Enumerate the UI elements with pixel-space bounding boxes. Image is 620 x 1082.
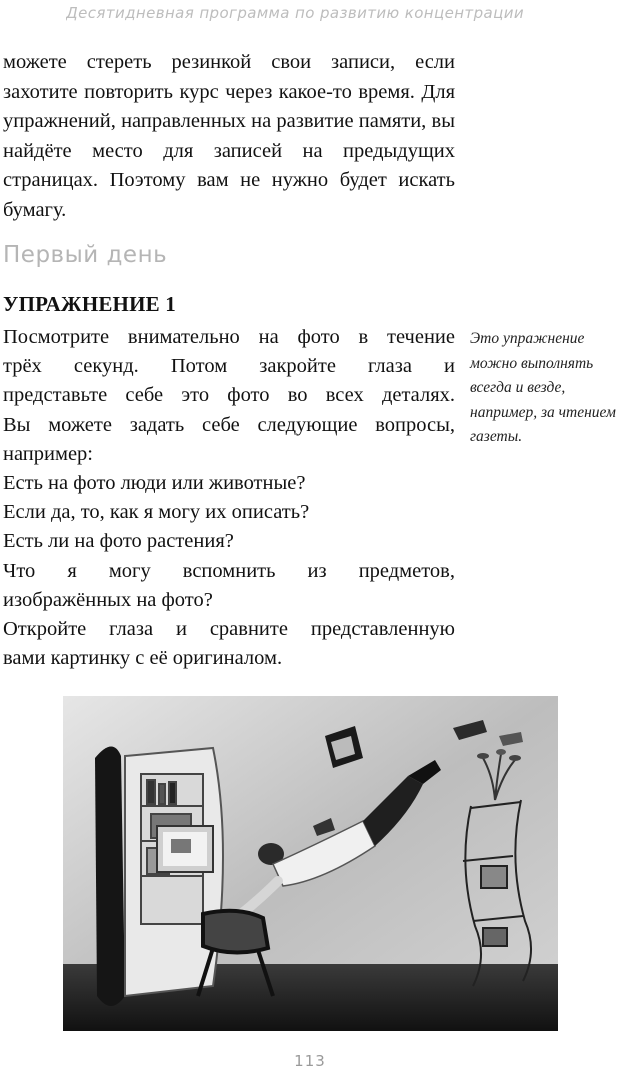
door-frame bbox=[95, 746, 125, 1006]
computer-monitor bbox=[157, 826, 213, 872]
exercise-question: изображённых на фото? bbox=[3, 588, 213, 611]
intro-paragraph: можете стереть резинкой свои записи, если захотите повторить курс через какое-то время. Для упражнений, направленных на развитие памяти, вы найдёте место для записей на предыдущих страницах. Поэтому вам не нужно будет искать бумагу. bbox=[3, 51, 455, 221]
side-note: Это упражнение можно выполнять всегда и везде, например, за чтением газеты. bbox=[470, 330, 616, 445]
exercise-photo bbox=[63, 696, 558, 1031]
exercise-title: УПРАЖНЕНИЕ 1 bbox=[3, 292, 176, 316]
section-heading: Первый день bbox=[3, 242, 168, 268]
exercise-instructions bbox=[3, 323, 455, 673]
exercise-line: Посмотрите внимательно на фото в течение bbox=[3, 326, 455, 348]
running-header: Десятидневная программа по развитию концентрации bbox=[66, 4, 524, 22]
exercise-line: трёх секунд. Потом закройте глаза и bbox=[3, 355, 455, 378]
exercise-question: Есть ли на фото растения? bbox=[3, 530, 234, 553]
exercise-question: Есть на фото люди или животные? bbox=[3, 472, 306, 495]
exercise-question: Что я могу вспомнить из предметов, bbox=[3, 559, 455, 582]
exercise-line: Откройте глаза и сравните представленную bbox=[3, 618, 455, 641]
photo-illustration bbox=[63, 696, 558, 1031]
page-number: 113 bbox=[294, 1052, 326, 1070]
exercise-question: Если да, то, как я могу их описать? bbox=[3, 501, 310, 524]
exercise-line: Вы можете задать себе следующие вопросы, bbox=[3, 413, 455, 436]
exercise-line: например: bbox=[3, 442, 94, 465]
exercise-line: представьте себе это фото во всех деталях. bbox=[3, 384, 455, 407]
exercise-line: вами картинку с её оригиналом. bbox=[3, 647, 283, 670]
